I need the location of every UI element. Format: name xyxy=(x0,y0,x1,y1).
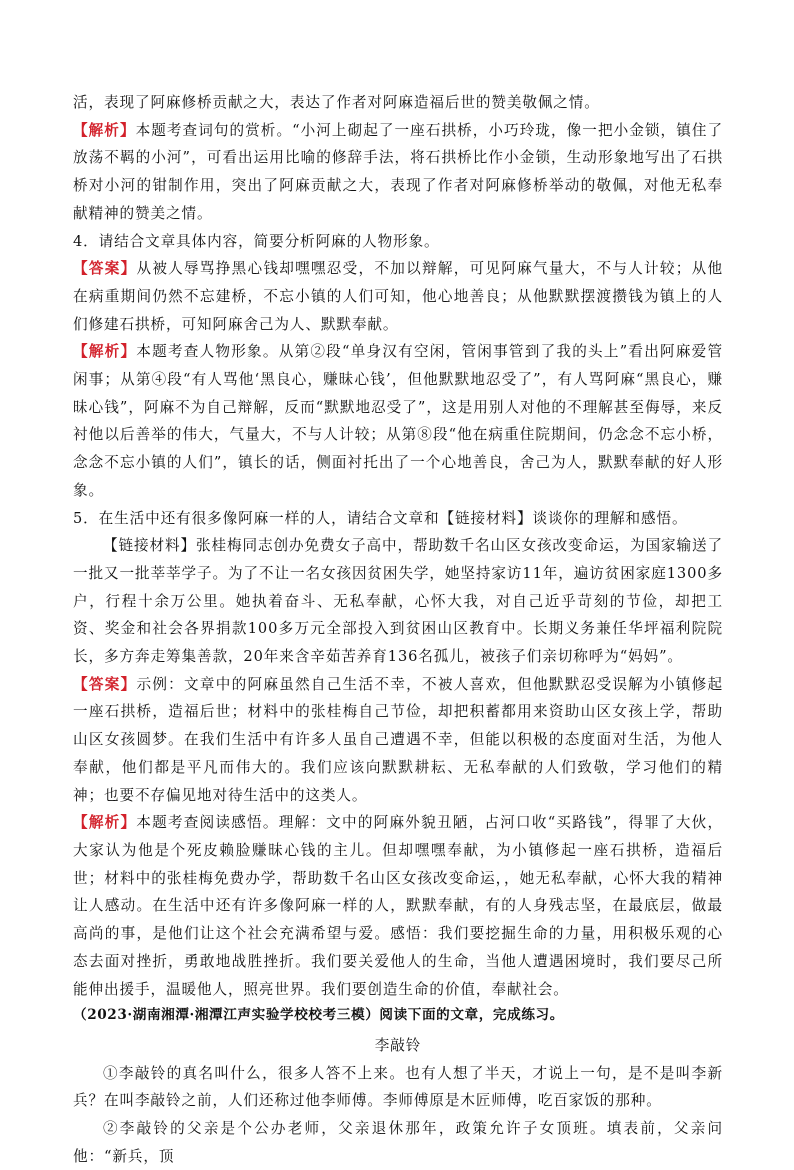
document-page xyxy=(73,89,723,1170)
analysis-tag: 【解析】 xyxy=(73,121,136,139)
article-title: 李敲铃 xyxy=(374,1036,422,1054)
answer-tag: 【答案】 xyxy=(73,260,137,278)
analysis-tag: 【解析】 xyxy=(73,343,137,361)
source-line: （2023·湖南湘潭·湘潭江声实验学校校考三模）阅读下面的文章，完成练习。 xyxy=(73,1007,564,1024)
question-4: 4．请结合文章具体内容，简要分析阿麻的人物形象。 xyxy=(73,232,440,250)
answer-paragraph-5: 【答案】示例：文章中的阿麻虽然自己生活不幸，不被人喜欢，但他默默忍受误解为小镇修起一座石拱桥，造福后世；材料中的张桂梅自己节俭，却把积蓄都用来资助山区女孩上学，帮助山区女孩圆梦。在我们生活中有许多人虽自己遭遇不幸，但能以积极的态度面对生活，为他人奉献，他们都是平凡而伟大的。我们应该向默默耕耘、无私奉献的人们致敬，学习他们的精神；也要不存偏见地对待生活中的这类人。 xyxy=(73,675,723,804)
analysis-paragraph-1: 【解析】本题考查词句的赏析。“小河上砌起了一座石拱桥，小巧玲珑，像一把小金锁，镇住了放荡不羁的小河”，可看出运用比喻的修辞手法，将石拱桥比作小金锁，生动形象地写出了石拱桥对小河的钳制作用，突出了阿麻贡献之大，表现了作者对阿麻修桥举动的敬佩，对他无私奉献精神的赞美之情。 xyxy=(73,121,723,222)
analysis-paragraph-5: 【解析】本题考查阅读感悟。理解：文中的阿麻外貌丑陋，占河口收“买路钱”，得罪了大伙，大家认为他是个死皮赖脸赚昧心钱的主儿。但却嘿嘿奉献，为小镇修起一座石拱桥，造福后世；材料中的张桂梅免费办学，帮助数千名山区女孩改变命运，，她无私奉献，心怀大我的精神让人感动。在生活中还有许多像阿麻一样的人，默默奉献，有的人身残志坚，在最底层，做最高尚的事，是他们让这个社会充满希望与爱。感悟：我们要挖掘生命的力量，用积极乐观的心态去面对挫折，勇敢地战胜挫折。我们要关爱他人的生命，当他人遭遇困境时，我们要尽己所能伸出援手，温暖他人，照亮世界。我们要创造生命的价值，奉献社会。 xyxy=(73,814,723,998)
article-paragraph-1: ①李敲铃的真名叫什么，很多人答不上来。也有人想了半天，才说上一句，是不是叫李新兵？在叫李敲铃之前，人们还称过他李师傅。李师傅原是木匠师傅，吃百家饭的那种。 xyxy=(73,1064,723,1110)
answer-tag: 【答案】 xyxy=(73,675,137,693)
analysis-paragraph-4: 【解析】本题考查人物形象。从第②段“单身汉有空闲，管闲事管到了我的头上”看出阿麻爱管闲事；从第④段“有人骂他‘黑良心，赚昧心钱’，但他默默地忍受了”，有人骂阿麻“黑良心，赚昧心钱”，阿麻不为自己辩解，反而“默默地忍受了”，这是用别人对他的不理解甚至侮辱，来反衬他以后善举的伟大，气量大，不与人计较；从第⑧段“他在病重住院期间，仍念念不忘小桥，念念不忘小镇的人们”，镇长的话，侧面衬托出了一个心地善良，舍己为人，默默奉献的好人形象。 xyxy=(73,343,723,499)
link-material: 【链接材料】张桂梅同志创办免费女子高中，帮助数千名山区女孩改变命运，为国家输送了一批又一批莘莘学子。为了不让一名女孩因贫困失学，她坚持家访11年，遍访贫困家庭1300多户，行程十余万公里。她执着奋斗、无私奉献，心怀大我，对自己近乎苛刻的节俭，却把工资、奖金和社会各界捐款100多万元全部投入到贫困山区教育中。长期义务兼任华坪福利院院长，多方奔走筹集善款，20年来含辛茹苦养育136名孤儿，被孩子们亲切称呼为“妈妈”。 xyxy=(73,537,723,666)
paragraph-1: 活，表现了阿麻修桥贡献之大，表达了作者对阿麻造福后世的赞美敬佩之情。 xyxy=(73,94,600,111)
answer-paragraph-4: 【答案】从被人辱骂挣黑心钱却嘿嘿忍受，不加以辩解，可见阿麻气量大，不与人计较；从他在病重期间仍然不忘建桥，不忘小镇的人们可知，他心地善良；从他默默摆渡攒钱为镇上的人们修建石拱桥，可知阿麻舍己为人、默默奉献。 xyxy=(73,260,723,333)
question-5: 5．在生活中还有很多像阿麻一样的人，请结合文章和【链接材料】谈谈你的理解和感悟。 xyxy=(73,509,688,527)
analysis-tag: 【解析】 xyxy=(73,814,137,832)
article-paragraph-2: ②李敲铃的父亲是个公办老师，父亲退休那年，政策允许子女顶班。填表前，父亲问他：“新兵，顶 xyxy=(73,1120,723,1165)
